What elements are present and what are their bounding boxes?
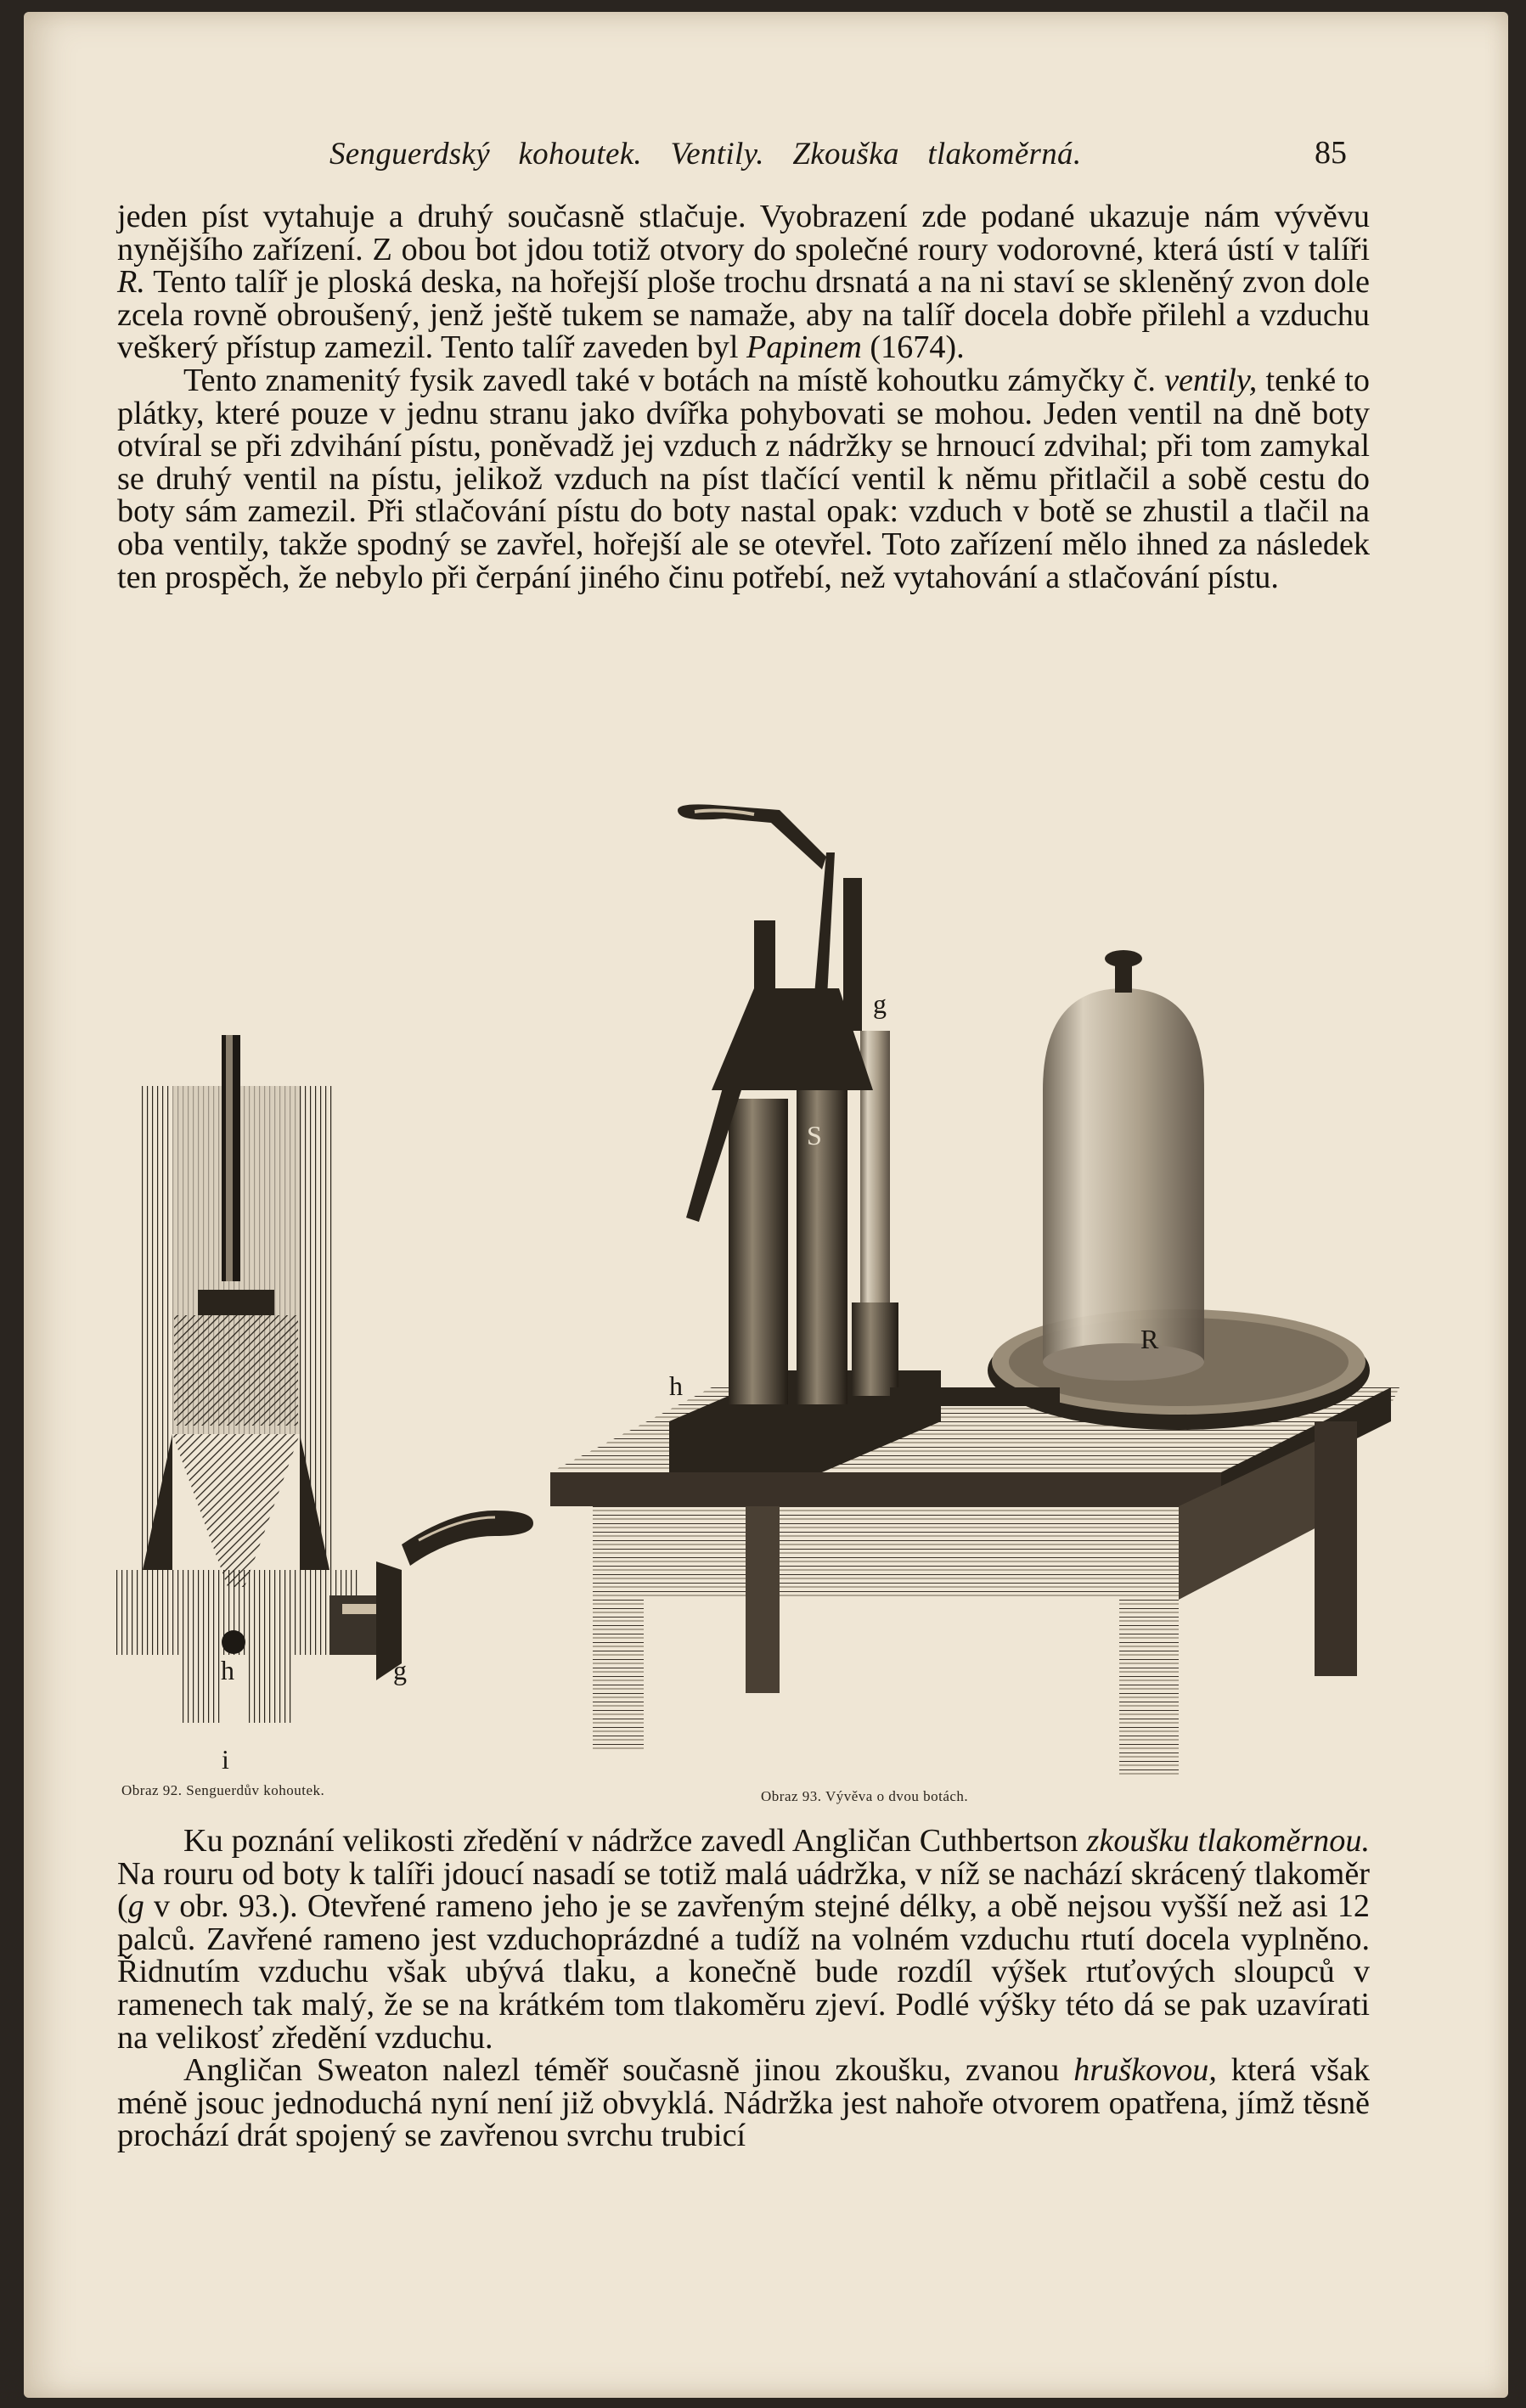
page-number: 85 (1315, 135, 1347, 171)
paragraph: Angličan Sweaton nalezl téměř současně jinou zkoušku, zvanou hruškovou, která však méně jsouc jednoduchá nyní není již obvyklá. Nádržka jest nahoře otvorem opatřena, jímž těsně prochází drát spojený se zavřenou svrchu trubicí (117, 2052, 1370, 2154)
paragraph: Ku poznání velikosti zředění v nádržce zavedl Angličan Cuthbertson zkoušku tlakoměrnou. Na rouru od boty k talíři jdoucí nasadí se totiž malá uádržka, v níž se nachází skrácený tlakoměr (g v obr. 93.). Otevřené rameno jeho je se zavřeným stejné délky, a obě nejsou vyšší než asi 12 palců. Zavřené rameno jest vzduchoprázdné a tudíž na volném vzduchu rtutí docela vyplněno. Řidnutím vzduchu však ubývá tlaku, a konečně bude rozdíl výšek rtuťových sloupců v ramenech tak malý, že se na krátkém tom tlakoměru zjeví. Podlé výšky této dá se pak uzavírati na velikosť zředění vzduchu. (117, 1823, 1371, 2056)
text-block-top (117, 200, 1370, 594)
fig92-label-g: g (393, 1655, 407, 1685)
fig92-illustration (96, 1035, 555, 1765)
fig93-label-s: S (807, 1120, 822, 1151)
paragraph: Tento znamenitý fysik zavedl také v botách na místě kohoutku zámyčky č. ventily, tenké to plátky, které pouze v jednu stranu jako dvířka pohybovati se mohou. Jeden ventil na dně boty otvíral se při zdvihání pístu, poněvadž jej vzduch z nádržky se hrnoucí zdvihal; při tom zamykal se druhý ventil na pístu, jelikož vzduch na píst tlačící ventil k němu přitlačil a sobě cestu do boty sám zamezil. Při stlačování pístu do boty nastal opak: vzduch v botě se zhustil a tlačil na oba ventily, takže spodný se zavřel, hořejší ale se otevřel. Toto zařízení mělo ihned za následek ten prospěch, že nebylo při čerpání jiného činu potřebí, než vytahování a stlačování pístu. (117, 362, 1371, 595)
fig93-illustration (499, 776, 1399, 1786)
text-block-bottom (117, 1825, 1370, 2152)
fig92-label-h: h (221, 1655, 234, 1685)
book-page (24, 12, 1508, 2398)
fig93-label-r: R (1140, 1324, 1159, 1354)
paragraph: jeden píst vytahuje a druhý současně stlačuje. Vyobrazení zde podané ukazuje nám vývěvu nynějšího zařízení. Z obou bot jdou totiž otvory do společné roury vodorovné, která ústí v talíři R. Tento talíř je ploská deska, na hořejší ploše trochu drsnatá a na ni staví se skleněný zvon dole zcela rovně obroušený, jenž ještě tukem se namaže, aby na talíř docela dobře přilehl a vzduchu veškerý přístup zamezil. Tento talíř zaveden byl Papinem (1674). (117, 199, 1370, 366)
fig92-label-i: i (222, 1744, 229, 1775)
running-header: Senguerdský kohoutek. Ventily. Zkouška tlakoměrná. (329, 137, 1082, 172)
fig93-label-h: h (669, 1370, 683, 1401)
fig93-label-g: g (873, 988, 887, 1019)
fig92-caption: Obraz 92. Senguerdův kohoutek. (121, 1782, 325, 1798)
fig93-caption: Obraz 93. Vývěva o dvou botách. (761, 1788, 969, 1804)
